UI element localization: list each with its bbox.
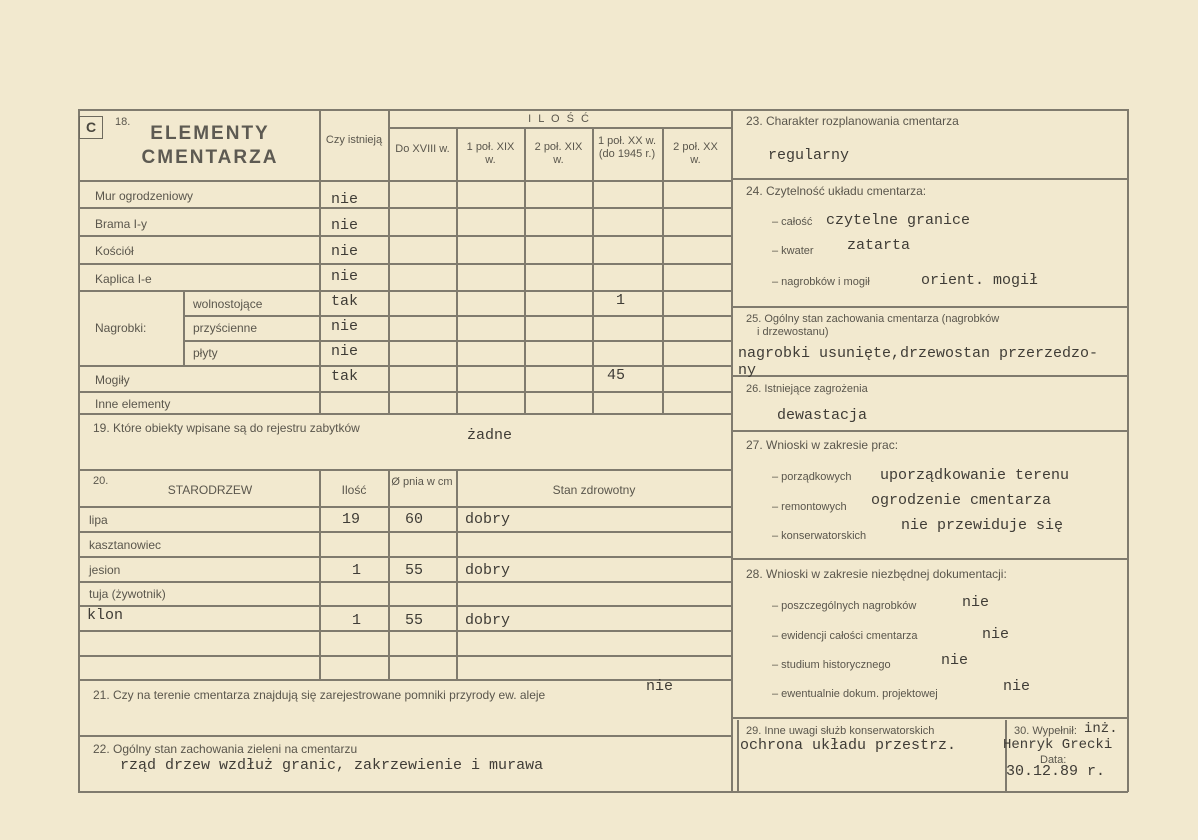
rule <box>78 655 731 657</box>
tree-species: kasztanowiec <box>89 538 162 552</box>
starodrzew-title: STARODRZEW <box>167 483 253 497</box>
rule <box>731 109 733 792</box>
rule <box>456 469 458 679</box>
rule <box>731 178 1127 180</box>
nagrobki-label: Nagrobki: <box>95 321 147 335</box>
q24-item-answer: orient. mogił <box>921 272 1039 289</box>
tree-diameter: 55 <box>405 562 424 579</box>
element-label: Kościół <box>95 244 134 258</box>
element-label: Kaplica I-e <box>95 272 152 286</box>
rule <box>78 109 1128 111</box>
element-exists: nie <box>331 343 359 360</box>
rule <box>78 679 731 681</box>
section-letter-box: C <box>79 116 103 139</box>
rule <box>78 506 731 508</box>
rule <box>78 791 1128 793</box>
starodrzew-number: 20. <box>93 475 109 487</box>
q28-item-answer: nie <box>1003 678 1031 695</box>
tree-species: lipa <box>89 513 108 527</box>
rule <box>78 630 731 632</box>
rule <box>78 605 731 607</box>
rule <box>1127 109 1129 792</box>
q24-label: 24. Czytelność układu cmentarza: <box>746 184 927 198</box>
q27-item-answer: ogrodzenie cmentarza <box>871 492 1052 509</box>
element-exists: tak <box>331 368 359 385</box>
section-title-line1: ELEMENTY <box>150 123 270 144</box>
q24-item-answer: czytelne granice <box>826 212 971 229</box>
q30-label: 30. Wypełnił: <box>1014 725 1077 737</box>
q29-answer: ochrona układu przestrz. <box>740 737 957 754</box>
tree-diameter: 55 <box>405 612 424 629</box>
rule <box>456 127 458 413</box>
element-exists: nie <box>331 268 359 285</box>
q25-label-line2: i drzewostanu) <box>757 326 829 338</box>
rule <box>319 469 321 679</box>
tree-health: dobry <box>465 612 511 629</box>
q22-label: 22. Ogólny stan zachowania zieleni na cmentarzu <box>93 742 358 756</box>
q30-date: 30.12.89 r. <box>1006 763 1106 780</box>
rule <box>731 375 1127 377</box>
q29-label: 29. Inne uwagi służb konserwatorskich <box>746 725 935 737</box>
q27-item-label: – porządkowych <box>772 471 852 483</box>
element-exists: nie <box>331 243 359 260</box>
q27-item-answer: nie przewiduje się <box>901 517 1064 534</box>
q19-label: 19. Które obiekty wpisane są do rejestru zabytków <box>93 421 360 435</box>
q21-label: 21. Czy na terenie cmentarza znajdują się zarejestrowane pomniki przyrody ew. aleje <box>93 688 546 702</box>
rule <box>592 127 594 413</box>
rule <box>731 717 1127 719</box>
tree-count: 1 <box>352 612 362 629</box>
q24-item-label: – całość <box>772 216 813 228</box>
tree-diameter: 60 <box>405 511 424 528</box>
element-label: wolnostojące <box>193 297 263 311</box>
q27-item-label: – konserwatorskich <box>772 530 867 542</box>
rule <box>731 430 1127 432</box>
rule <box>78 109 80 792</box>
rule <box>731 306 1127 308</box>
q19-answer: żadne <box>467 427 513 444</box>
tree-species: tuja (żywotnik) <box>89 587 166 601</box>
element-label: Mur ogrodzeniowy <box>95 189 194 203</box>
col-header-exists: Czy istnieją <box>325 134 383 146</box>
tree-health: dobry <box>465 562 511 579</box>
q27-label: 27. Wnioski w zakresie prac: <box>746 438 899 452</box>
col-header-period: 2 poł. XIX w. <box>534 141 583 166</box>
tree-health: dobry <box>465 511 511 528</box>
q23-label: 23. Charakter rozplanowania cmentarza <box>746 114 959 128</box>
rule <box>78 556 731 558</box>
rule <box>319 109 321 413</box>
q26-label: 26. Istniejące zagrożenia <box>746 383 868 395</box>
rule <box>78 735 731 737</box>
element-label: Inne elementy <box>95 397 171 411</box>
element-count: 45 <box>607 367 626 384</box>
q27-item-answer: uporządkowanie terenu <box>880 467 1070 484</box>
q28-item-answer: nie <box>941 652 969 669</box>
tree-species: klon <box>87 607 124 624</box>
element-exists: nie <box>331 318 359 335</box>
rule <box>78 290 731 292</box>
element-count: 1 <box>616 292 626 309</box>
rule <box>78 531 731 533</box>
q30-name-line1: inż. <box>1084 721 1118 737</box>
q22-answer: rząd drzew wzdłuż granic, zakrzewienie i murawa <box>120 757 544 774</box>
q30-name-line2: Henryk Grecki <box>1003 737 1113 753</box>
rule <box>78 180 731 182</box>
q28-item-answer: nie <box>962 594 990 611</box>
q28-item-answer: nie <box>982 626 1010 643</box>
rule <box>183 290 185 365</box>
q23-answer: regularny <box>768 147 850 164</box>
starodrzew-col-health: Stan zdrowotny <box>552 483 636 497</box>
element-label: Brama I-y <box>95 217 148 231</box>
q28-item-label: – poszczególnych nagrobków <box>772 600 917 612</box>
rule <box>78 365 731 367</box>
q27-item-label: – remontowych <box>772 501 847 513</box>
element-exists: nie <box>331 191 359 208</box>
rule <box>731 558 1127 560</box>
q24-item-label: – nagrobków i mogił <box>772 276 870 288</box>
rule <box>78 391 731 393</box>
q28-item-label: – ewidencji całości cmentarza <box>772 630 918 642</box>
rule <box>78 235 731 237</box>
col-header-period: 2 poł. XX w. <box>673 141 718 166</box>
tree-species: jesion <box>89 563 121 577</box>
rule <box>737 720 739 791</box>
section-title-line2: CMENTARZA <box>141 147 279 168</box>
q25-label: 25. Ogólny stan zachowania cmentarza (nagrobków <box>746 313 1000 325</box>
element-label: płyty <box>193 346 218 360</box>
rule <box>662 127 664 413</box>
rule <box>524 127 526 413</box>
rule <box>78 581 731 583</box>
q28-item-label: – studium historycznego <box>772 659 891 671</box>
q28-label: 28. Wnioski w zakresie niezbędnej dokumentacji: <box>746 567 1007 581</box>
q26-answer: dewastacja <box>777 407 868 424</box>
element-exists: nie <box>331 217 359 234</box>
q24-item-answer: zatarta <box>847 237 911 254</box>
q24-item-label: – kwater <box>772 245 814 257</box>
rule <box>78 413 731 415</box>
tree-count: 19 <box>342 511 361 528</box>
section-number: 18. <box>115 116 131 128</box>
element-exists: tak <box>331 293 359 310</box>
rule <box>78 469 731 471</box>
rule <box>78 263 731 265</box>
q25-answer: nagrobki usunięte,drzewostan przerzedzo- <box>738 345 1099 362</box>
rule <box>1005 720 1007 791</box>
col-header-period: 1 poł. XIX w. <box>466 141 515 166</box>
q28-item-label: – ewentualnie dokum. projektowej <box>772 688 938 700</box>
element-label: przyścienne <box>193 321 258 335</box>
tree-count: 1 <box>352 562 362 579</box>
rule <box>388 127 731 129</box>
col-header-period: Do XVIII w. <box>395 143 450 155</box>
starodrzew-col-diameter: Ø pnia w cm <box>391 476 453 488</box>
rule <box>78 207 731 209</box>
starodrzew-col-count: Ilość <box>341 483 367 497</box>
col-header-period: 1 poł. XX w. (do 1945 r.) <box>597 135 657 160</box>
q30-date-label: Data: <box>1040 754 1067 766</box>
col-header-quantity: I L O Ś Ć <box>528 113 591 125</box>
q21-answer: nie <box>646 678 674 695</box>
rule <box>388 109 390 413</box>
rule <box>388 469 390 679</box>
element-label: Mogiły <box>95 373 130 387</box>
q25-answer-line2: ny <box>738 362 757 379</box>
